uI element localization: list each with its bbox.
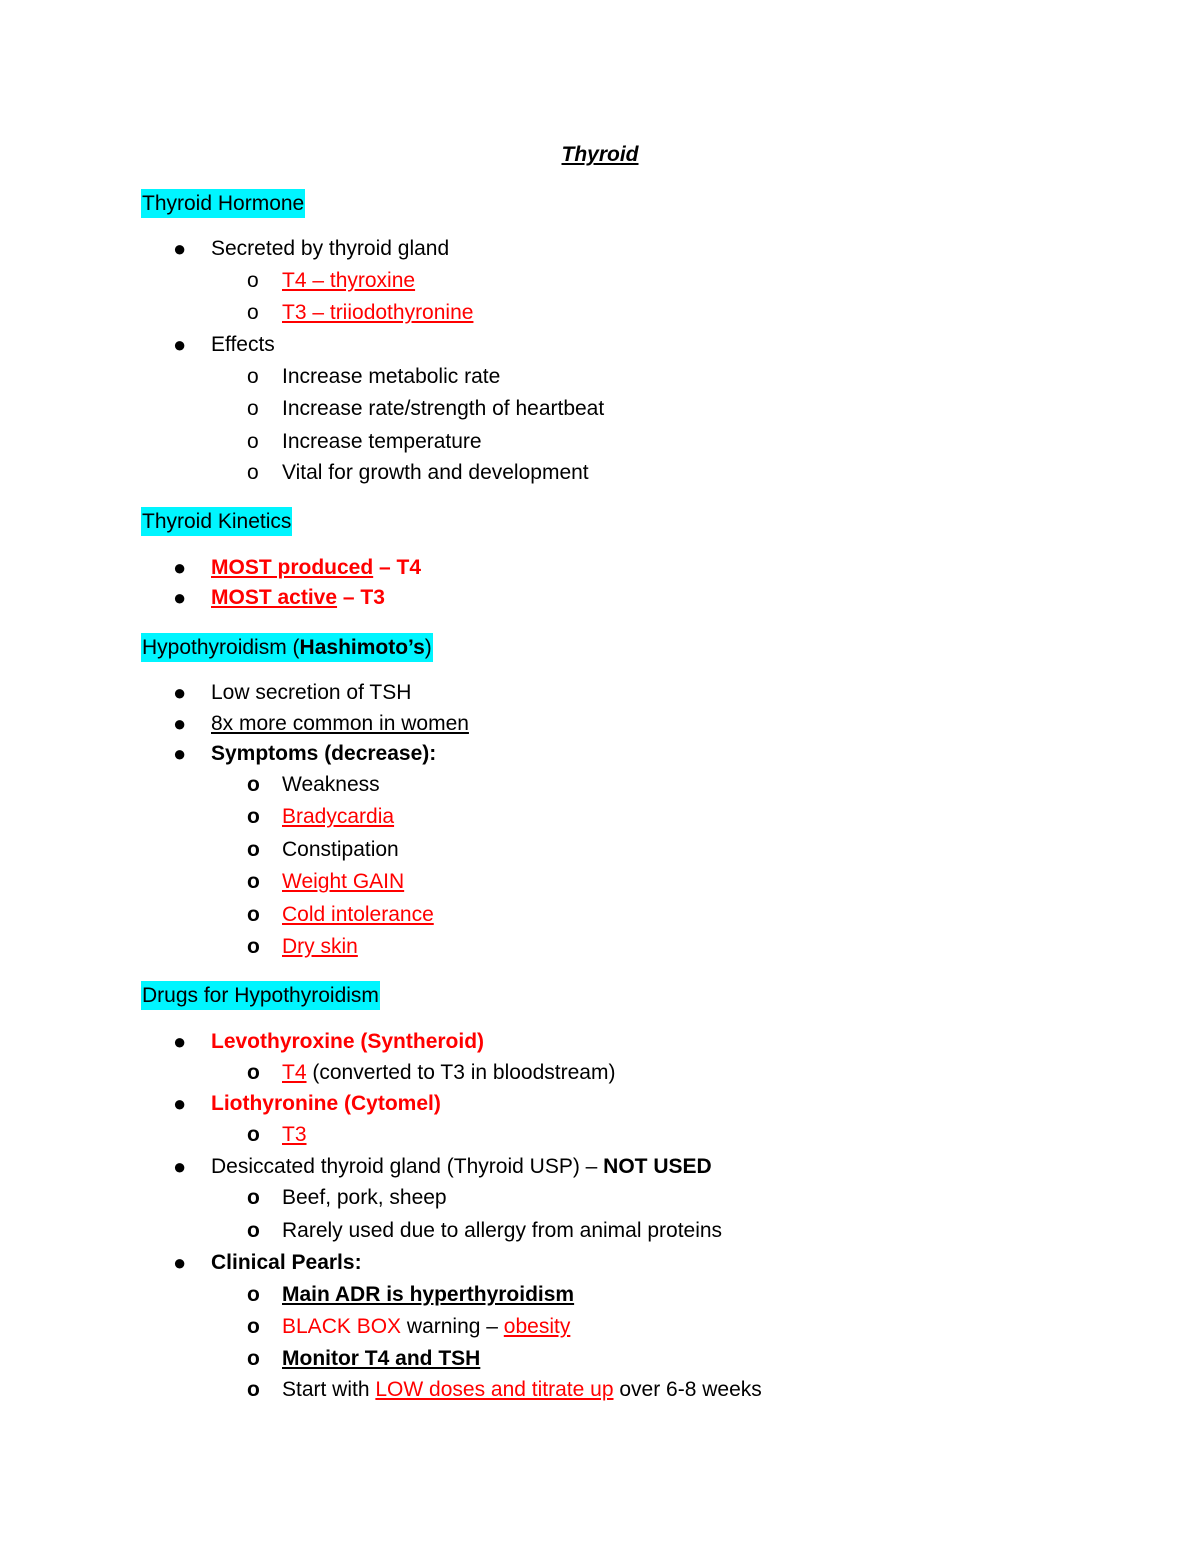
list-item: Increase rate/strength of heartbeat — [282, 397, 605, 420]
circle-bullet-icon: o — [247, 1347, 260, 1370]
list-item-start-with — [282, 1376, 762, 1404]
list-item: Weight GAIN — [282, 870, 405, 893]
levo-t4: T4 — [282, 1061, 307, 1084]
bullet-icon: ● — [173, 741, 187, 766]
circle-bullet-icon: o — [247, 461, 259, 484]
over-weeks-text: over 6-8 weeks — [613, 1378, 762, 1401]
list-item: Effects — [211, 333, 275, 356]
heading-hypo-text: Hypothyroidism ( — [142, 636, 300, 659]
page-title: Thyroid — [561, 143, 639, 166]
list-item-most-produced — [211, 554, 421, 582]
obesity-label: obesity — [503, 1315, 571, 1338]
list-item: Dry skin — [282, 935, 358, 958]
list-item-most-active — [211, 584, 385, 612]
start-with-text: Start with — [282, 1378, 376, 1401]
list-item-levothyroxine: Levothyroxine (Syntheroid) — [211, 1030, 485, 1053]
list-item: Beef, pork, sheep — [282, 1186, 447, 1209]
list-item: Constipation — [282, 838, 399, 861]
list-item: Main ADR is hyperthyroidism — [282, 1283, 575, 1306]
bullet-icon: ● — [173, 1029, 187, 1054]
circle-bullet-icon: o — [247, 1123, 260, 1146]
levo-note: (converted to T3 in bloodstream) — [306, 1061, 616, 1084]
bullet-icon: ● — [173, 1091, 187, 1116]
heading-hypo-end: ) — [424, 636, 432, 659]
most-produced-value: – T4 — [373, 556, 422, 579]
list-item: T3 — [282, 1123, 307, 1146]
bullet-icon: ● — [173, 1154, 187, 1179]
list-item: Increase metabolic rate — [282, 365, 501, 388]
bullet-icon: ● — [173, 585, 187, 610]
list-item — [282, 1059, 615, 1087]
circle-bullet-icon: o — [247, 870, 260, 893]
list-item: Cold intolerance — [282, 903, 434, 926]
circle-bullet-icon: o — [247, 1283, 260, 1306]
list-item: Low secretion of TSH — [211, 681, 412, 704]
circle-bullet-icon: o — [247, 1378, 260, 1401]
list-item: 8x more common in women — [211, 712, 469, 735]
bullet-icon: ● — [173, 1250, 187, 1275]
list-item-clinical-pearls: Clinical Pearls: — [211, 1251, 362, 1274]
list-item-symptoms: Symptoms (decrease): — [211, 742, 437, 765]
list-item-black-box — [282, 1313, 570, 1341]
list-item: Rarely used due to allergy from animal proteins — [282, 1219, 723, 1242]
circle-bullet-icon: o — [247, 773, 260, 796]
heading-thyroid-kinetics: Thyroid Kinetics — [141, 507, 292, 536]
bullet-icon: ● — [173, 332, 187, 357]
list-item: Monitor T4 and TSH — [282, 1347, 481, 1370]
circle-bullet-icon: o — [247, 1219, 260, 1242]
heading-thyroid-hormone: Thyroid Hormone — [141, 189, 305, 218]
bullet-icon: ● — [173, 236, 187, 261]
black-box-label: BLACK BOX — [282, 1315, 402, 1338]
circle-bullet-icon: o — [247, 1315, 260, 1338]
desiccated-text: Desiccated thyroid gland (Thyroid USP) – — [211, 1155, 604, 1178]
circle-bullet-icon: o — [247, 269, 259, 292]
bullet-icon: ● — [173, 711, 187, 736]
circle-bullet-icon: o — [247, 935, 260, 958]
most-active-value: – T3 — [337, 586, 385, 609]
circle-bullet-icon: o — [247, 805, 260, 828]
list-item-t3: T3 – triiodothyronine — [282, 301, 474, 324]
most-produced-label: MOST produced — [211, 556, 374, 579]
circle-bullet-icon: o — [247, 838, 260, 861]
circle-bullet-icon: o — [247, 430, 259, 453]
list-item-liothyronine: Liothyronine (Cytomel) — [211, 1092, 441, 1115]
bullet-icon: ● — [173, 555, 187, 580]
list-item: Increase temperature — [282, 430, 482, 453]
heading-hypothyroidism — [141, 633, 433, 662]
warning-text: warning – — [401, 1315, 504, 1338]
list-item-desiccated — [211, 1153, 712, 1181]
list-item: Bradycardia — [282, 805, 395, 828]
circle-bullet-icon: o — [247, 397, 259, 420]
most-active-label: MOST active — [211, 586, 338, 609]
heading-hypo-bold: Hashimoto’s — [299, 636, 425, 659]
list-item: Vital for growth and development — [282, 461, 589, 484]
list-item: Weakness — [282, 773, 380, 796]
low-doses-label: LOW doses and titrate up — [375, 1378, 614, 1401]
bullet-icon: ● — [173, 680, 187, 705]
list-item-t4: T4 – thyroxine — [282, 269, 416, 292]
circle-bullet-icon: o — [247, 365, 259, 388]
circle-bullet-icon: o — [247, 1061, 260, 1084]
circle-bullet-icon: o — [247, 1186, 260, 1209]
not-used-label: NOT USED — [603, 1155, 712, 1178]
heading-drugs: Drugs for Hypothyroidism — [141, 981, 380, 1010]
circle-bullet-icon: o — [247, 301, 259, 324]
circle-bullet-icon: o — [247, 903, 260, 926]
list-item: Secreted by thyroid gland — [211, 237, 450, 260]
